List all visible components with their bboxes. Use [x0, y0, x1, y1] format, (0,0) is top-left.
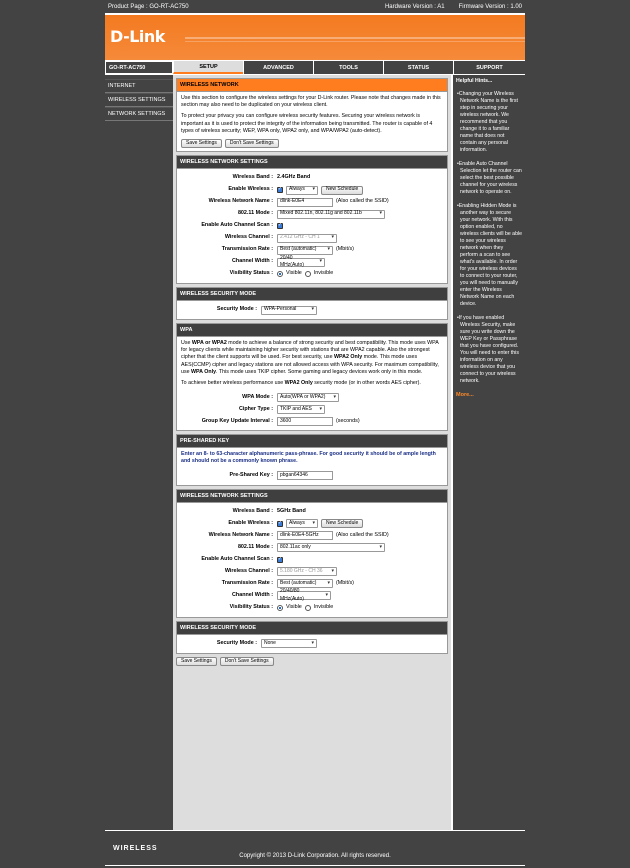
wpa-description: Use WPA or WPA2 mode to achieve a balance of strong security and best compatibility. This mode uses WPA for legacy clients while maintaining higher security with stations that are WPA2 capable. Also the strongest cipher that the client supports will be used. For best security, use WPA2 Only mode. This mode uses AES(CCMP) cipher and legacy stations are not allowed access with WPA security. For maximum compatibility, use WPA Only. This mode uses TKIP cipher. Some gaming and legacy devices work only in this mode. [181, 340, 439, 375]
label: 802.11 Mode : [237, 544, 273, 551]
visible-radio[interactable] [277, 271, 283, 277]
label: Transmission Rate : [221, 246, 273, 253]
rate-unit: (Mbit/s) [336, 246, 354, 253]
sidebar [105, 75, 173, 830]
section-title: WIRELESS SECURITY MODE [177, 288, 447, 301]
save-settings-button[interactable]: Save Settings [181, 139, 222, 148]
channel-width-select[interactable]: 20/40 MHz(Auto) ▾ [277, 258, 325, 267]
intro-text: To protect your privacy you can configure wireless security features. Securing your wireless network is important as it is used to protect the integrity of the information being transmitted. The router is capable of 4 types of wireless security; WEP, WPA only, WPA2 only, and WPA/WPA2 (auto-detect). [181, 113, 433, 134]
wireless-security-mode-24 [176, 287, 448, 320]
save-settings-button[interactable]: Save Settings [176, 657, 217, 666]
new-schedule-button[interactable]: New Schedule [321, 519, 363, 528]
more-link[interactable]: More... [456, 392, 474, 398]
footer-label: WIRELESS [113, 844, 158, 852]
ssid-note: (Also called the SSID) [336, 198, 389, 205]
tab-advanced[interactable]: ADVANCED [243, 61, 313, 74]
section-title: WIRELESS SECURITY MODE [177, 622, 447, 635]
tab-support[interactable]: SUPPORT [453, 61, 525, 74]
dont-save-settings-button[interactable]: Don't Save Settings [225, 139, 279, 148]
schedule-select[interactable]: Always ▾ [286, 186, 318, 195]
label: Wireless Channel : [224, 568, 273, 575]
label: Enable Wireless : [228, 520, 273, 527]
sidebar-item-internet[interactable]: INTERNET [105, 79, 173, 93]
radio-label: Invisible [313, 270, 334, 277]
auto-channel-checkbox[interactable]: ✓ [277, 222, 283, 229]
label: Enable Auto Channel Scan : [201, 222, 273, 229]
auto-channel-checkbox[interactable]: ✓ [277, 556, 283, 563]
label: Transmission Rate : [221, 580, 273, 587]
channel-width-select[interactable]: 20/40/80 MHz(Auto) ▾ [277, 591, 331, 600]
hint-item: • If you have enabled Wireless Security, make sure you write down the WEP Key or Passphrase that you have configured. You will need to enter this information on any wireless device that you connect to your wireless network. [456, 315, 522, 385]
pre-shared-key-section [176, 434, 448, 485]
tab-tools[interactable]: TOOLS [313, 61, 383, 74]
radio-label: Visible [286, 604, 302, 611]
label: Security Mode : [216, 306, 257, 313]
wireless-band-value: 2.4GHz Band [277, 174, 311, 181]
section-title: WPA [177, 324, 447, 337]
pre-shared-key-input[interactable]: pbgan64346 [277, 471, 333, 480]
label: Enable Wireless : [228, 186, 273, 193]
label: Visibility Status : [229, 604, 273, 611]
psk-note: Enter an 8- to 63-character alphanumeric pass-phrase. For good security it should be of ample length and should not be a commonly known phrase. [181, 451, 436, 465]
hardware-version: Hardware Version : A1 [384, 3, 445, 10]
80211-mode-select[interactable]: Mixed 802.11n, 802.11g and 802.11b ▾ [277, 210, 385, 219]
label: Pre-Shared Key : [229, 472, 273, 479]
dont-save-settings-button[interactable]: Don't Save Settings [220, 657, 274, 666]
wpa-mode-select[interactable]: Auto(WPA or WPA2) ▾ [277, 393, 339, 402]
label: Wireless Network Name : [208, 532, 273, 539]
enable-wireless-checkbox[interactable]: ✓ [277, 520, 283, 527]
label: WPA Mode : [242, 393, 273, 400]
new-schedule-button[interactable]: New Schedule [321, 186, 363, 195]
hint-item: • Enable Auto Channel Selection let the router can select the best possible channel for your wireless network to operate on. [456, 161, 522, 196]
label: Cipher Type : [238, 405, 273, 412]
label: Group Key Update Interval : [201, 417, 273, 424]
transmission-rate-select[interactable]: Best (automatic) ▾ [277, 579, 333, 588]
wireless-network-section [176, 78, 448, 152]
main-nav [105, 60, 525, 74]
ssid-input[interactable]: dlink-E0E4 [277, 198, 333, 207]
copyright: Copyright © 2013 D-Link Corporation. All rights reserved. [239, 853, 391, 859]
label: Wireless Band : [232, 174, 273, 181]
transmission-rate-select[interactable]: Best (automatic) ▾ [277, 246, 333, 255]
helpful-hints [451, 75, 525, 830]
wpa-performance-note: To achieve better wireless performance use WPA2 Only security mode (or in other words AES cipher). [181, 380, 421, 387]
label: Visibility Status : [229, 270, 273, 277]
page [105, 0, 525, 868]
wpa-section [176, 323, 448, 431]
tab-status[interactable]: STATUS [383, 61, 453, 74]
schedule-select[interactable]: Always ▾ [286, 519, 318, 528]
model-label: GO-RT-AC750 [105, 61, 173, 74]
label: Channel Width : [232, 258, 273, 265]
cipher-type-select[interactable]: TKIP and AES ▾ [277, 405, 325, 414]
label: Wireless Channel : [224, 234, 273, 241]
invisible-radio[interactable] [305, 271, 311, 277]
banner-stripe [185, 41, 525, 42]
firmware-version: Firmware Version : 1.00 [458, 3, 522, 10]
hint-item: • Changing your Wireless Network Name is the first step in securing your wireless network. We recommend that you change it to a familiar name that does not contain any personal information. [456, 91, 522, 154]
product-page: Product Page : GO-RT-AC750 [108, 3, 189, 10]
radio-label: Invisible [313, 604, 334, 611]
banner [105, 14, 525, 60]
sidebar-item-network-settings[interactable]: NETWORK SETTINGS [105, 107, 173, 121]
channel-select[interactable]: 2.412 GHz - CH 1 ▾ [277, 234, 337, 243]
80211-mode-select[interactable]: 802.11ac only ▾ [277, 543, 385, 552]
label: Wireless Network Name : [208, 198, 273, 205]
ssid-note: (Also called the SSID) [336, 532, 389, 539]
wireless-security-mode-5g [176, 621, 448, 654]
hints-title: Helpful Hints... [456, 78, 493, 84]
sidebar-item-wireless-settings[interactable]: WIRELESS SETTINGS [105, 93, 173, 107]
tab-setup[interactable]: SETUP [173, 61, 243, 74]
section-title: WIRELESS NETWORK SETTINGS [177, 490, 447, 503]
intro-text: Use this section to configure the wireless settings for your D-Link router. Please note that changes made in this section may also need to be duplicated on your wireless client. [181, 95, 441, 109]
enable-wireless-checkbox[interactable]: ✓ [277, 186, 283, 193]
wireless-band-value: 5GHz Band [277, 508, 306, 515]
top-bar [105, 0, 525, 14]
label: Enable Auto Channel Scan : [201, 556, 273, 563]
security-mode-select[interactable]: None ▾ [261, 639, 317, 648]
invisible-radio[interactable] [305, 605, 311, 611]
footer-bar [105, 830, 525, 866]
group-key-interval-input[interactable]: 3600 [277, 417, 333, 426]
section-title: WIRELESS NETWORK [177, 79, 447, 92]
security-mode-select[interactable]: WPA-Personal ▾ [261, 306, 317, 315]
label: Channel Width : [232, 592, 273, 599]
section-title: PRE-SHARED KEY [177, 435, 447, 448]
hint-item: • Enabling Hidden Mode is another way to secure your network. With this option enabled, no wireless clients will be able to see your wireless network when they perform a scan to see what's available. In order for your wireless devices to connect to your router, you will need to manually enter the Wireless Network Name on each device. [456, 203, 522, 308]
bottom-actions [176, 657, 448, 666]
visible-radio[interactable] [277, 605, 283, 611]
unit-label: (seconds) [336, 417, 360, 424]
ssid-input[interactable]: dlink-E0E4-5GHz [277, 531, 333, 540]
dlink-logo: D-Link [110, 27, 165, 46]
radio-label: Visible [286, 270, 302, 277]
wireless-network-settings-24 [176, 155, 448, 284]
wireless-network-settings-5g [176, 489, 448, 618]
label: Security Mode : [216, 640, 257, 647]
label: Wireless Band : [232, 508, 273, 515]
label: 802.11 Mode : [237, 210, 273, 217]
channel-select[interactable]: 5.180 GHz - CH 36 ▾ [277, 567, 337, 576]
section-title: WIRELESS NETWORK SETTINGS [177, 156, 447, 169]
main-content [173, 75, 451, 830]
rate-unit: (Mbit/s) [336, 580, 354, 587]
banner-stripe [185, 37, 525, 39]
